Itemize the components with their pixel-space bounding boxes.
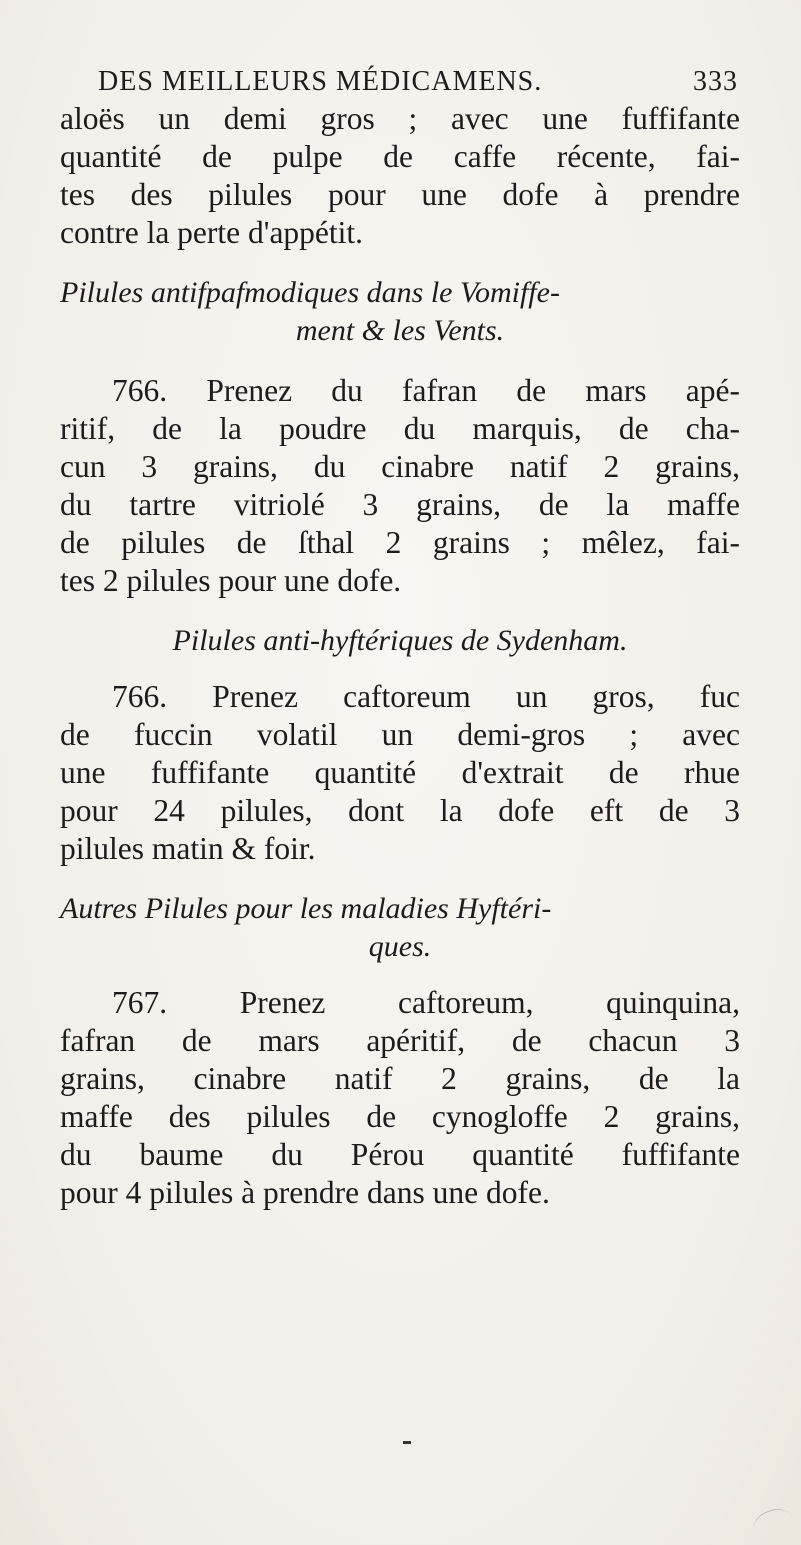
paragraph-line: de fuccin volatil un demi-gros ; avec <box>60 717 740 752</box>
running-header <box>98 66 738 98</box>
page-number: 333 <box>693 66 738 97</box>
paragraph-line: tes 2 pilules pour une dofe. <box>60 563 402 598</box>
section-heading: Pilules antifpafmodiques dans le Vomiffe- <box>60 276 560 309</box>
paragraph-line: cun 3 grains, du cinabre natif 2 grains, <box>60 449 740 484</box>
text-line: quantité de pulpe de caffe récente, fai- <box>60 139 740 174</box>
section-heading: ment & les Vents. <box>295 314 505 347</box>
paragraph-line: ritif, de la poudre du marquis, de cha- <box>60 411 740 446</box>
page-body <box>60 100 740 1212</box>
paragraph-line: du baume du Pérou quantité fuffifante <box>60 1137 740 1172</box>
paragraph-line: maffe des pilules de cynogloffe 2 grains, <box>60 1099 740 1134</box>
text-line: contre la perte d'appétit. <box>60 215 364 250</box>
text-line: tes des pilules pour une dofe à prendre <box>60 177 740 212</box>
paragraph-line: fafran de mars apéritif, de chacun 3 <box>60 1023 740 1058</box>
running-title: DES MEILLEURS MÉDICAMENS. <box>98 66 543 97</box>
printer-mark <box>403 1441 411 1444</box>
paragraph-line: de pilules de ſthal 2 grains ; mêlez, fai- <box>60 525 740 560</box>
paper-curl-mark <box>750 1504 797 1543</box>
section-heading: Pilules anti-hyftériques de Sydenham. <box>172 624 628 657</box>
paragraph-line: une fuffifante quantité d'extrait de rhue <box>60 755 740 790</box>
text-line: aloës un demi gros ; avec une fuffifante <box>60 101 740 136</box>
paragraph-line: grains, cinabre natif 2 grains, de la <box>60 1061 740 1096</box>
section-heading: ques. <box>368 930 432 963</box>
paragraph-line: 766. Prenez caftoreum un gros, fuc <box>112 679 740 714</box>
paragraph-line: 767. Prenez caftoreum, quinquina, <box>112 985 740 1020</box>
section-heading: Autres Pilules pour les maladies Hyftéri- <box>60 892 552 925</box>
paragraph-line: pilules matin & foir. <box>60 831 316 866</box>
paragraph-line: du tartre vitriolé 3 grains, de la maffe <box>60 487 740 522</box>
paragraph-line: pour 4 pilules à prendre dans une dofe. <box>60 1175 550 1210</box>
paragraph-line: 766. Prenez du fafran de mars apé- <box>112 373 740 408</box>
paragraph-line: pour 24 pilules, dont la dofe eft de 3 <box>60 793 740 828</box>
